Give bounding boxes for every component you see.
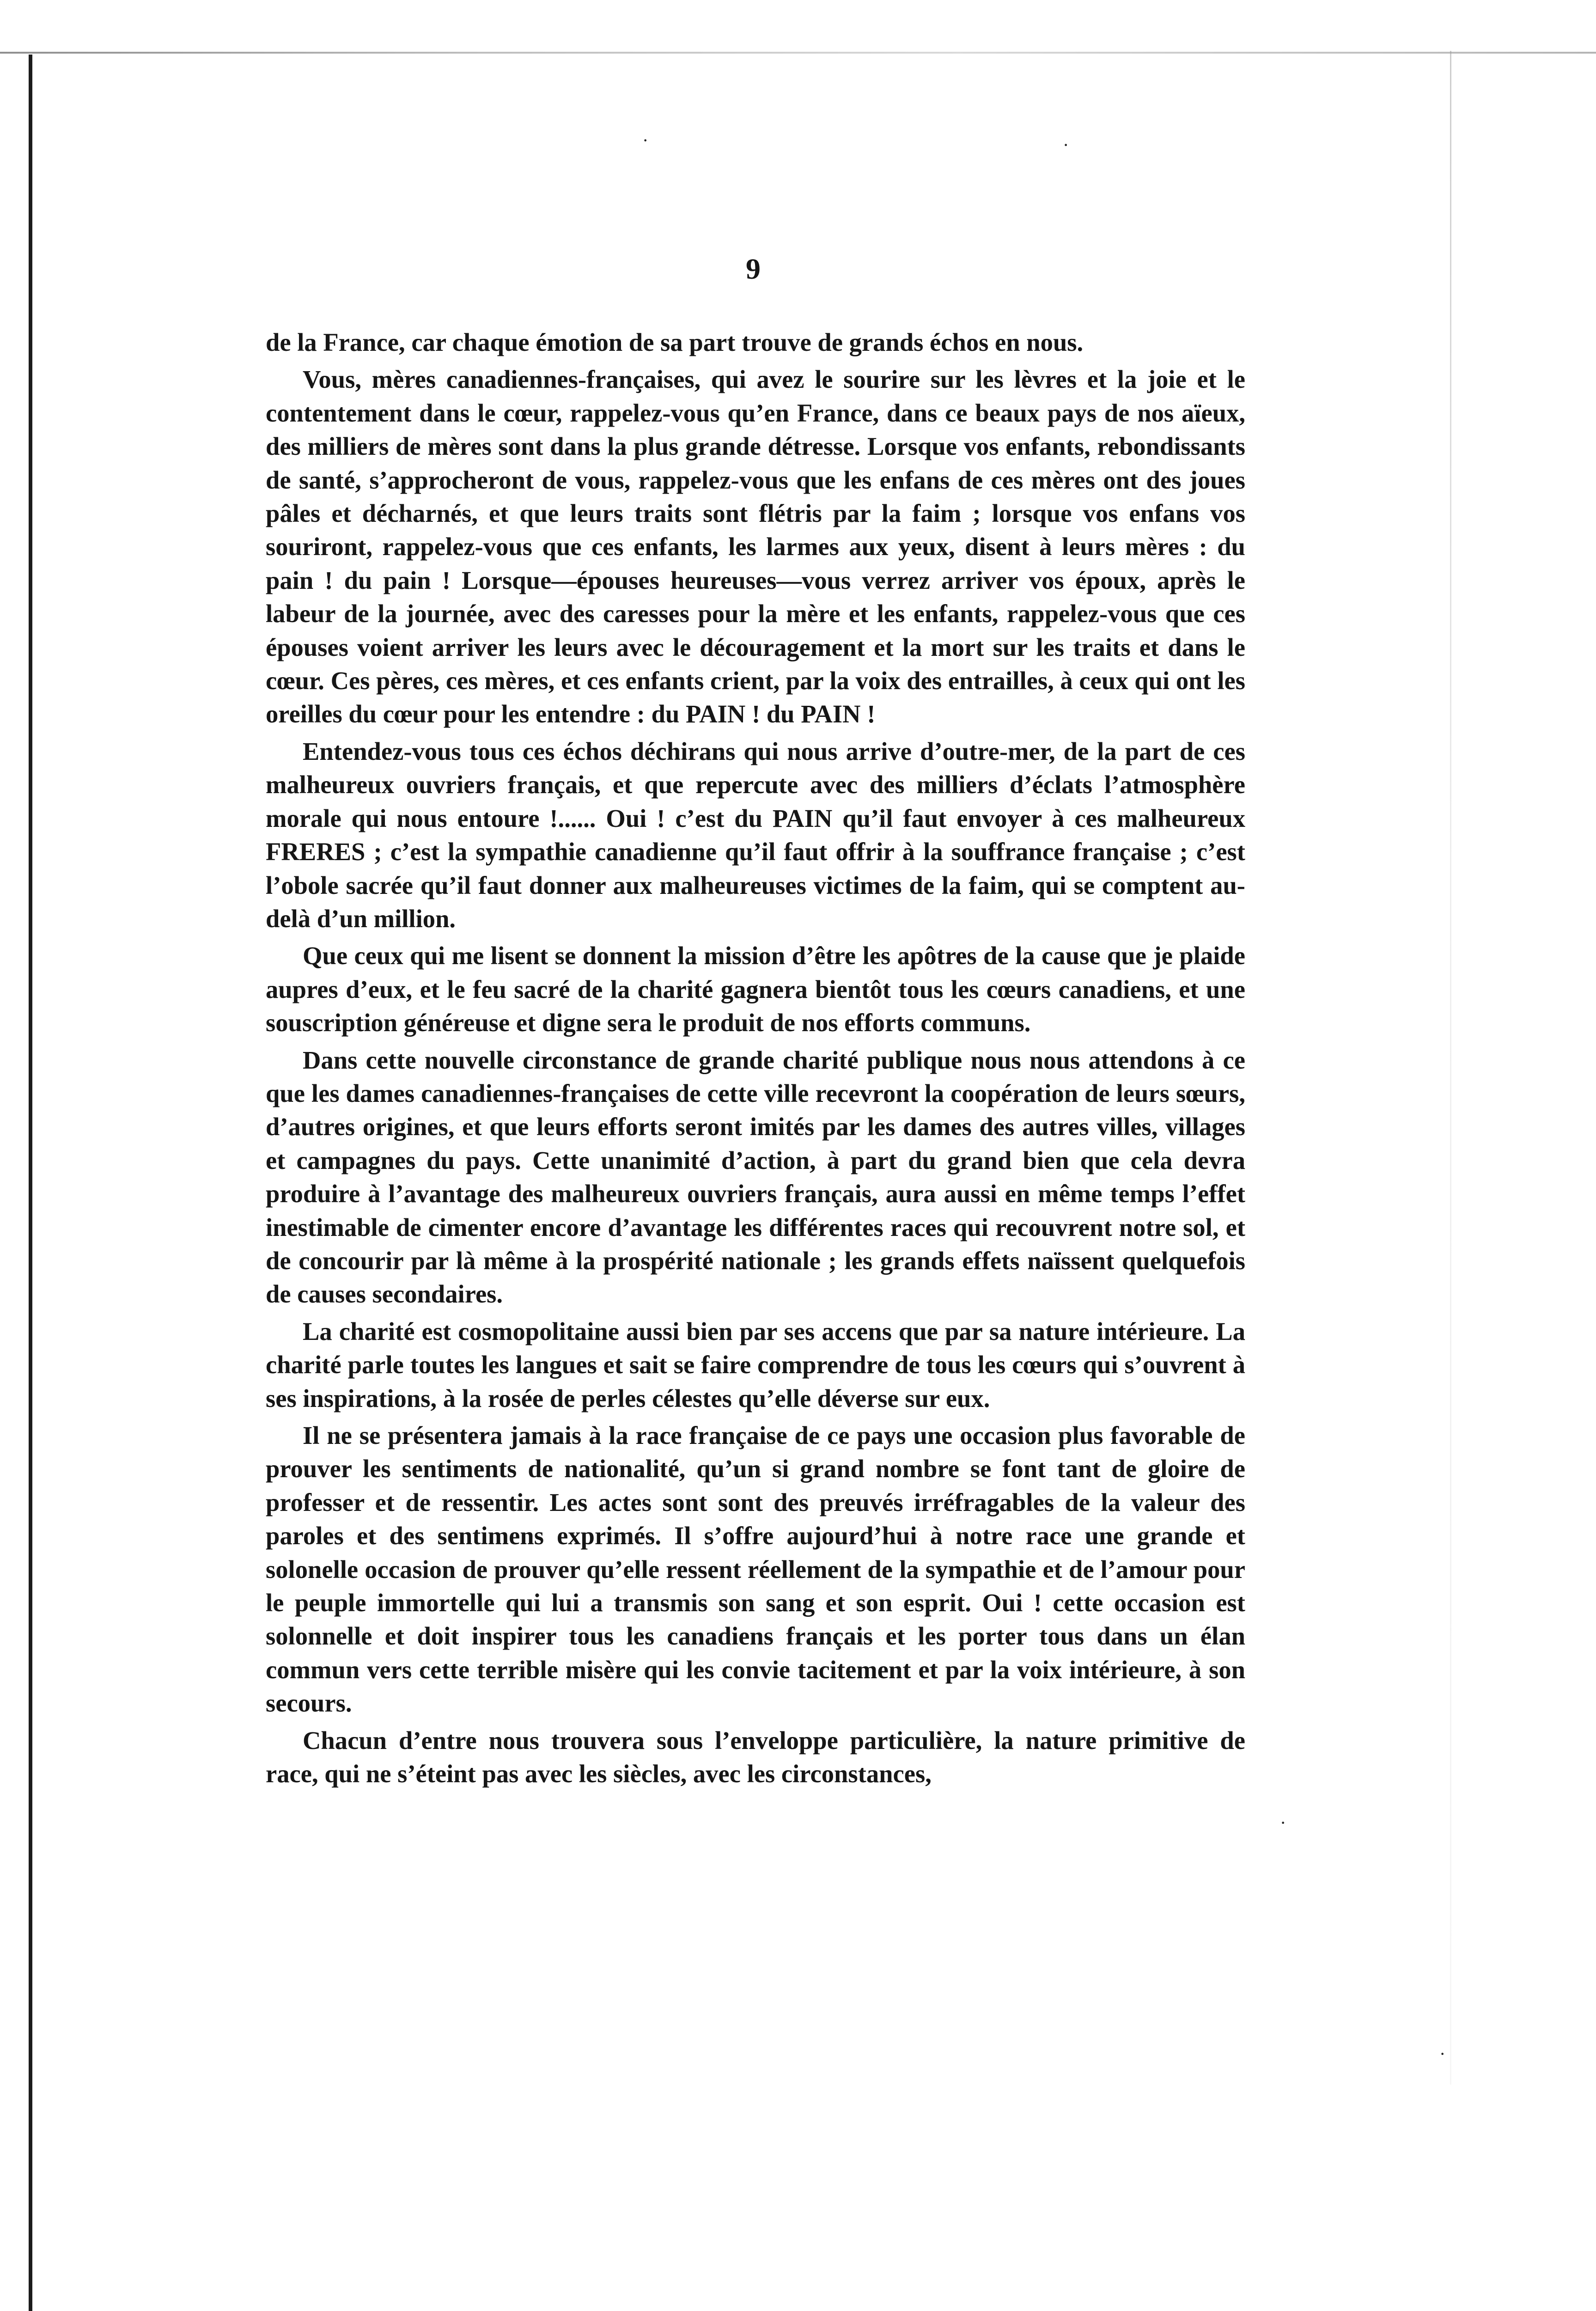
ink-speck: · bbox=[1439, 2043, 1446, 2064]
article-body bbox=[266, 326, 1245, 1791]
page-right-edge bbox=[1450, 51, 1451, 2085]
ink-speck: · bbox=[1063, 135, 1069, 155]
paragraph: Chacun d’entre nous trouvera sous l’enveloppe particulière, la nature primitive de race, qui ne s’éteint pas avec les siècles, avec les circonstances, bbox=[266, 1726, 1245, 1788]
ink-speck: · bbox=[1280, 1812, 1286, 1833]
paragraph: Il ne se présentera jamais à la race française de ce pays une occasion plus favorable de prouver les sentiments de nationalité, qu’un si grand nombre se font tant de gloire de professer et de ressentir. Les actes sont sont des preuvés irréfragables de la valeur des paroles et des sentimens exprimés. Il s’offre aujourd’hui à notre race une grande et solonelle occasion de prouver qu’elle ressent réellement de la sympathie et de l’amour pour le peuple immortelle qui lui a transmis son sang et son esprit. Oui ! cette occasion est solonnelle et doit inspirer tous les canadiens français et les porter tous dans un élan commun vers cette terrible misère qui les convie tacitement et par la voix intérieure, à son secours. bbox=[266, 1421, 1245, 1718]
page-number: 9 bbox=[746, 252, 761, 285]
paragraph: de la France, car chaque émotion de sa part trouve de grands échos en nous. bbox=[266, 328, 1084, 356]
paragraph: Que ceux qui me lisent se donnent la mission d’être les apôtres de la cause que je plaide aupres d’eux, et le feu sacré de la charité gagnera bientôt tous les cœurs canadiens, et une souscription généreuse et digne sera le produit de nos efforts communs. bbox=[266, 942, 1245, 1037]
page-left-edge bbox=[29, 55, 32, 2311]
paragraph: Dans cette nouvelle circonstance de grande charité publique nous nous attendons à ce que les dames canadiennes-françaises de cette ville recevront la coopération de leurs sœurs, d’autres origines, et que leurs efforts seront imités par les dames des autres villes, villages et campagnes du pays. Cette unanimité d’action, à part du grand bien que cela devra produire à l’avantage des malheureux ouvriers français, aura aussi en même temps l’effet inestimable de cimenter encore d’avantage les différentes races qui recouvrent notre sol, et de concourir par là même à la prospérité nationale ; les grands effets naïssent quelquefois de causes secondaires. bbox=[266, 1045, 1245, 1308]
ink-speck: · bbox=[642, 130, 649, 151]
page-top-edge bbox=[0, 52, 1596, 54]
paragraph: Vous, mères canadiennes-françaises, qui avez le sourire sur les lèvres et la joie et le contentement dans le cœur, rappelez-vous qu’en France, dans ce beaux pays de nos aïeux, des milliers de mères sont dans la plus grande détresse. Lorsque vos enfants, rebondissants de santé, s’approcheront de vous, rappelez-vous que les enfans de ces mères ont des joues pâles et décharnés, et que leurs traits sont flétris par la faim ; lorsque vos enfans vos souriront, rappelez-vous que ces enfants, les larmes aux yeux, disent à leurs mères : du pain ! du pain ! Lorsque—épouses heureuses—vous verrez arriver vos époux, après le labeur de la journée, avec des caresses pour la mère et les enfants, rappelez-vous que ces épouses voient arriver les leurs avec le découragement et la mort sur les traits et dans le cœur. Ces pères, ces mères, et ces enfants crient, par la voix des entrailles, à ceux qui ont les oreilles du cœur pour les entendre : du PAIN ! du PAIN ! bbox=[266, 365, 1245, 728]
paragraph: Entendez-vous tous ces échos déchirans qui nous arrive d’outre-mer, de la part de ces malheureux ouvriers français, et que repercute avec des milliers d’éclats l’atmosphère morale qui nous entoure !...... Oui ! c’est du PAIN qu’il faut envoyer à ces malheureux FRERES ; c’est la sympathie canadienne qu’il faut offrir à la souffrance française ; c’est l’obole sacrée qu’il faut donner aux malheureuses victimes de la faim, qui se comptent au-delà d’un million. bbox=[266, 737, 1245, 933]
paragraph: La charité est cosmopolitaine aussi bien par ses accens que par sa nature intérieure. La charité parle toutes les langues et sait se faire comprendre de tous les cœurs qui s’ouvrent à ses inspirations, à la rosée de perles célestes qu’elle déverse sur eux. bbox=[266, 1317, 1245, 1412]
